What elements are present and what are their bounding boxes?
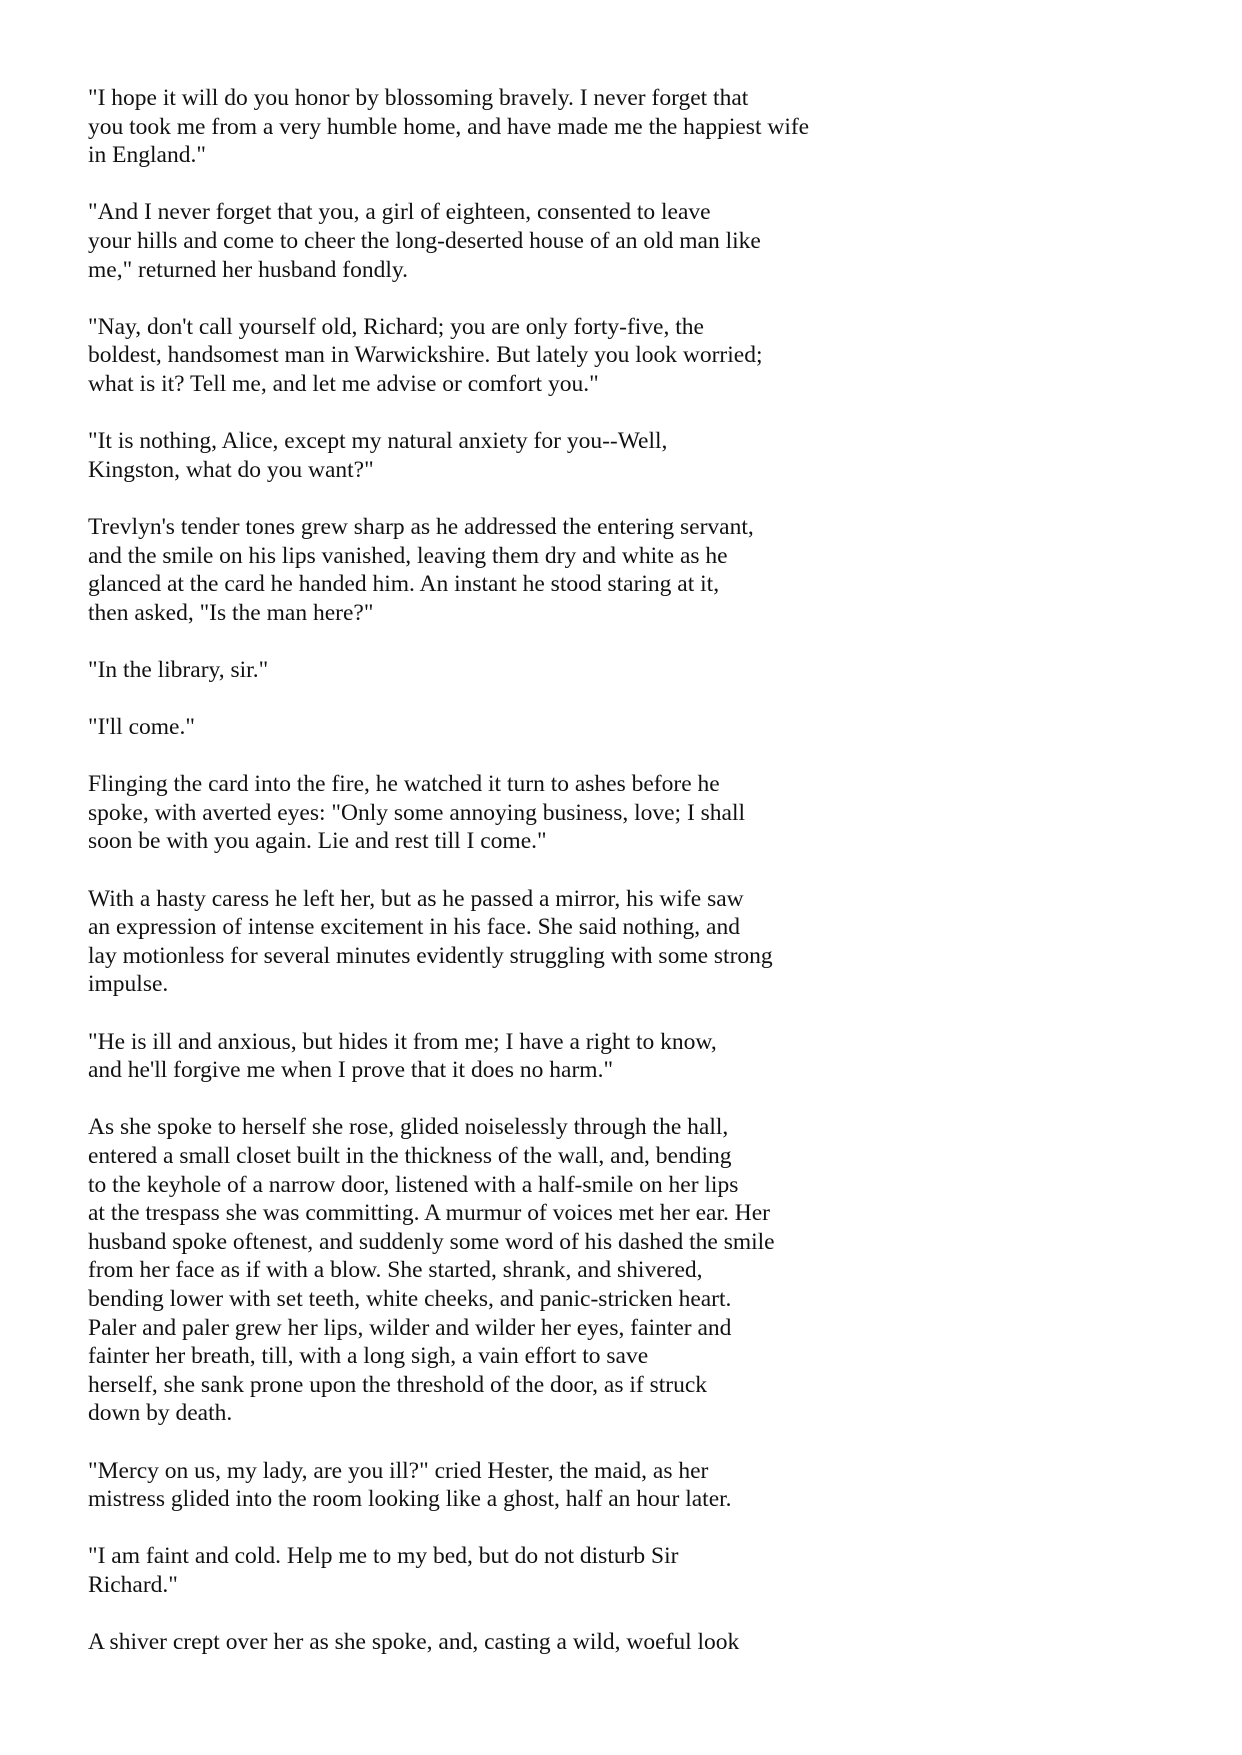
paragraph [88,198,1188,284]
text-line: "Nay, don't call yourself old, Richard; you are only forty-five, the [88,313,704,340]
text-line: me," returned her husband fondly. [88,256,409,283]
text-line: "I am faint and cold. Help me to my bed, but do not disturb Sir [88,1543,679,1570]
text-line: "I'll come." [88,714,195,741]
document-body [88,84,1188,1657]
paragraph [88,1028,1188,1085]
text-line: and he'll forgive me when I prove that it does no harm." [88,1057,614,1084]
paragraph [88,1542,1188,1599]
text-line: an expression of intense excitement in his face. She said nothing, and [88,914,740,941]
text-line: With a hasty caress he left her, but as he passed a mirror, his wife saw [88,885,744,912]
text-line: Kingston, what do you want?" [88,456,374,483]
paragraph [88,513,1188,627]
text-line: bending lower with set teeth, white cheeks, and panic-stricken heart. [88,1285,732,1312]
text-line: fainter her breath, till, with a long sigh, a vain effort to save [88,1343,649,1370]
document-page [88,84,1188,1685]
text-line: Trevlyn's tender tones grew sharp as he addressed the entering servant, [88,513,754,540]
paragraph [88,885,1188,999]
text-line: in England." [88,142,206,169]
text-line: herself, she sank prone upon the threshold of the door, as if struck [88,1371,708,1398]
text-line: Flinging the card into the fire, he watched it turn to ashes before he [88,771,720,798]
text-line: mistress glided into the room looking like a ghost, half an hour later. [88,1486,732,1513]
text-line: you took me from a very humble home, and have made me the happiest wife [88,113,810,140]
text-line: "It is nothing, Alice, except my natural anxiety for you--Well, [88,428,668,455]
text-line: Paler and paler grew her lips, wilder and wilder her eyes, fainter and [88,1314,732,1341]
text-line: "He is ill and anxious, but hides it from me; I have a right to know, [88,1028,717,1055]
paragraph [88,713,1188,742]
paragraph [88,1457,1188,1514]
text-line: Richard." [88,1571,178,1598]
text-line: As she spoke to herself she rose, glided noiselessly through the hall, [88,1114,729,1141]
text-line: your hills and come to cheer the long-deserted house of an old man like [88,227,761,254]
text-line: down by death. [88,1400,233,1427]
text-line: impulse. [88,971,169,998]
text-line: lay motionless for several minutes evidently struggling with some strong [88,942,773,969]
paragraph [88,1628,1188,1657]
text-line: "I hope it will do you honor by blossoming bravely. I never forget that [88,85,749,111]
text-line: husband spoke oftenest, and suddenly some word of his dashed the smile [88,1228,775,1255]
paragraph [88,770,1188,856]
text-line: "Mercy on us, my lady, are you ill?" cried Hester, the maid, as her [88,1457,709,1484]
text-line: to the keyhole of a narrow door, listened with a half-smile on her lips [88,1171,739,1198]
text-line: "And I never forget that you, a girl of eighteen, consented to leave [88,199,711,226]
paragraph [88,84,1188,170]
text-line: what is it? Tell me, and let me advise or comfort you." [88,370,599,397]
text-line: soon be with you again. Lie and rest till I come." [88,828,547,855]
paragraph [88,656,1188,685]
text-line: glanced at the card he handed him. An instant he stood staring at it, [88,571,720,598]
text-line: and the smile on his lips vanished, leaving them dry and white as he [88,542,728,569]
text-line: "In the library, sir." [88,656,269,683]
text-line: from her face as if with a blow. She started, shrank, and shivered, [88,1257,703,1284]
text-line: at the trespass she was committing. A murmur of voices met her ear. Her [88,1200,770,1227]
text-line: boldest, handsomest man in Warwickshire. But lately you look worried; [88,342,763,369]
paragraph [88,427,1188,484]
text-line: entered a small closet built in the thickness of the wall, and, bending [88,1142,732,1169]
text-line: A shiver crept over her as she spoke, and, casting a wild, woeful look [88,1629,740,1656]
paragraph [88,313,1188,399]
paragraph [88,1113,1188,1428]
text-line: spoke, with averted eyes: "Only some annoying business, love; I shall [88,799,746,826]
text-line: then asked, "Is the man here?" [88,599,374,626]
